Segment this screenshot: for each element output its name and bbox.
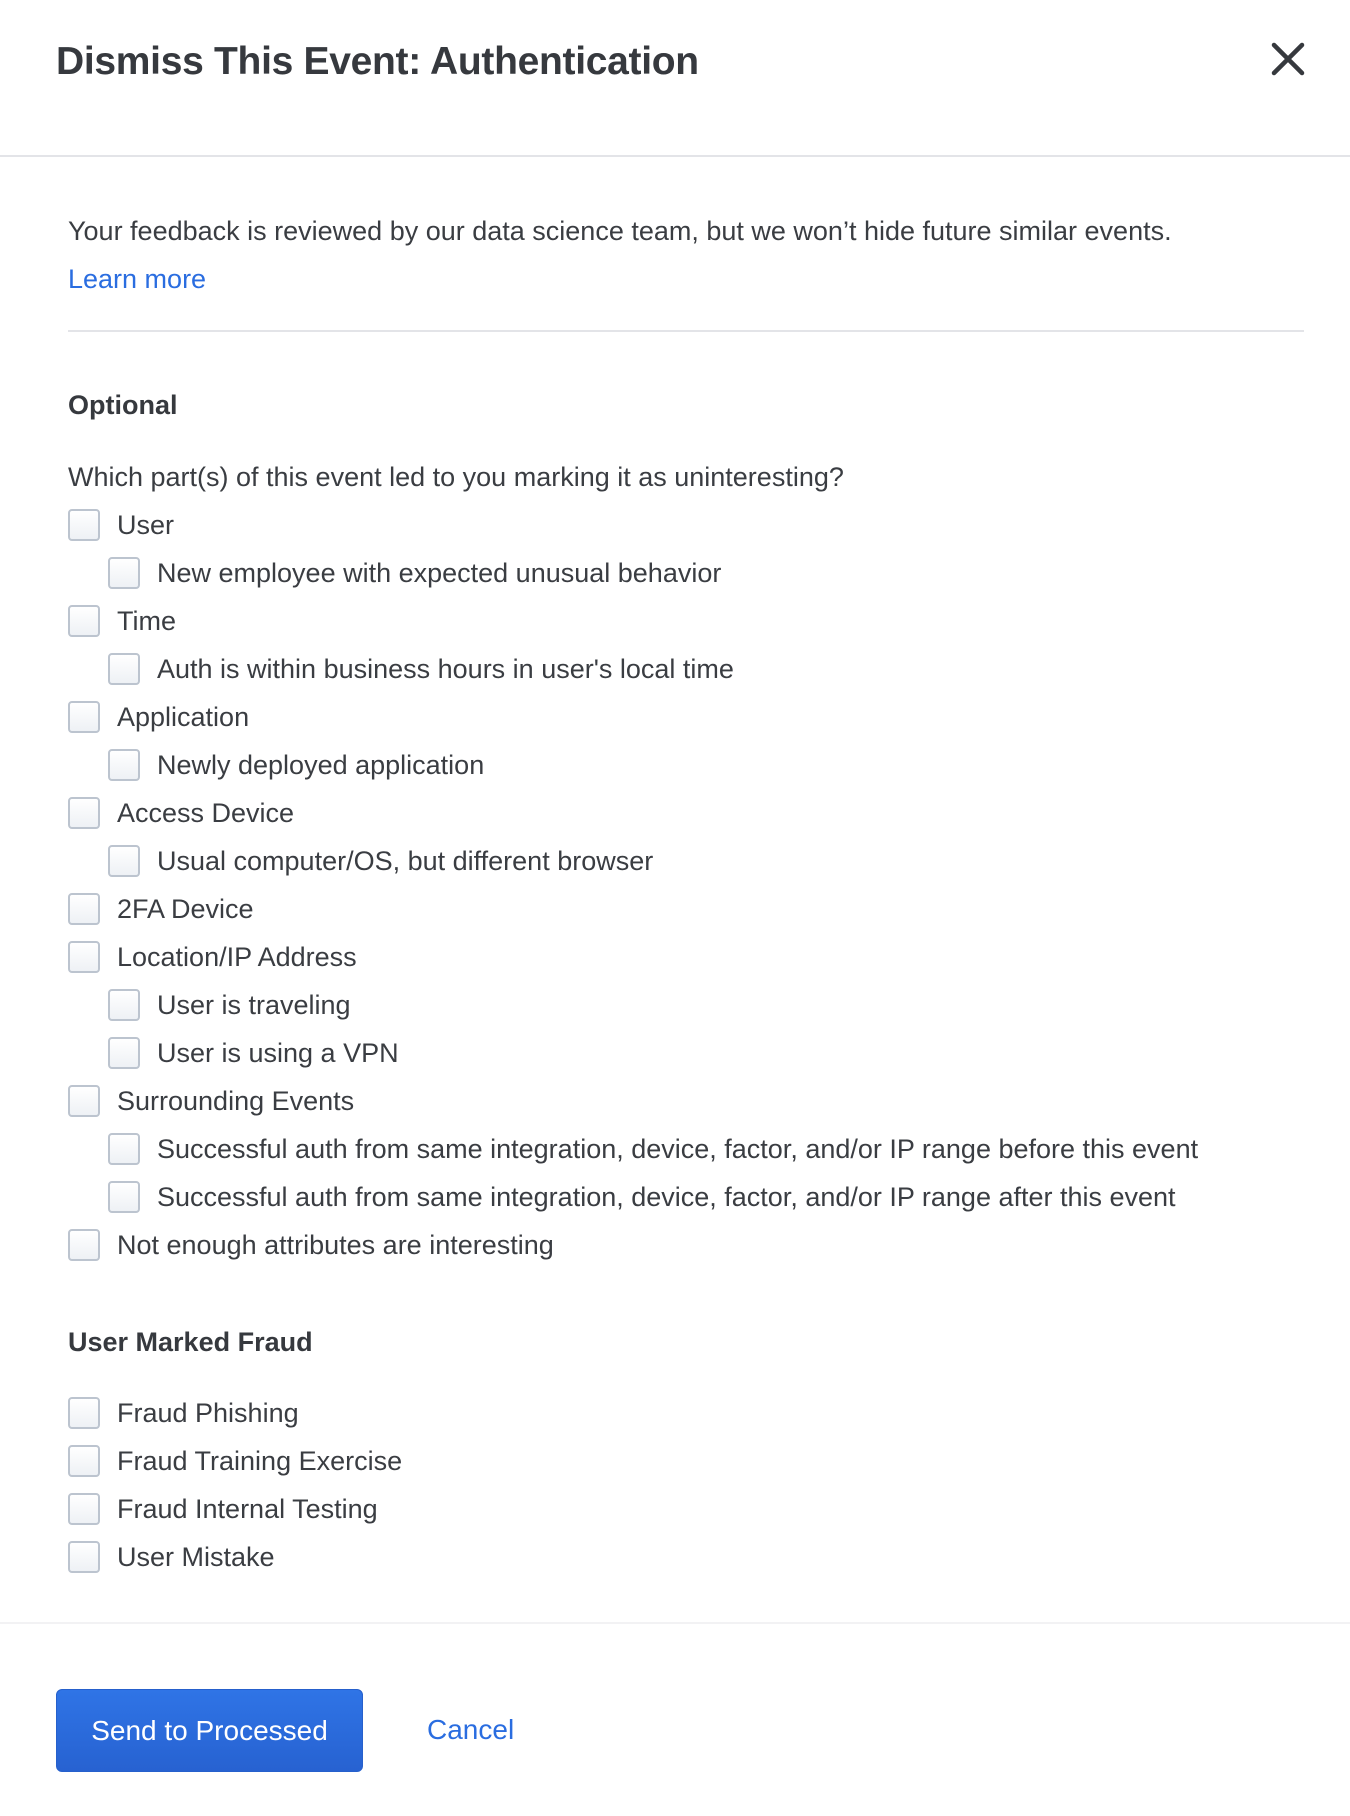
- option-label: Fraud Training Exercise: [117, 1446, 403, 1476]
- checkbox-option-fraud-phishing[interactable]: [68, 1397, 1318, 1445]
- option-label: Fraud Phishing: [117, 1398, 299, 1428]
- checkbox[interactable]: [108, 1037, 140, 1069]
- checkbox[interactable]: [108, 989, 140, 1021]
- checkbox-option-fraud-internal-testing[interactable]: [68, 1493, 1318, 1541]
- checkbox[interactable]: [108, 653, 140, 685]
- checkbox[interactable]: [108, 749, 140, 781]
- close-icon: [1266, 37, 1310, 81]
- dialog-header: [0, 0, 1350, 157]
- option-label: New employee with expected unusual behavior: [157, 558, 722, 588]
- checkbox-option-access-device[interactable]: [68, 797, 1318, 845]
- checkbox[interactable]: [68, 1445, 100, 1477]
- user-marked-fraud-heading: User Marked Fraud: [68, 1327, 313, 1357]
- checkbox-option-2fa-device[interactable]: [68, 893, 1318, 941]
- footer-divider: [0, 1622, 1350, 1624]
- optional-checkbox-list: [68, 509, 1318, 1277]
- learn-more-link[interactable]: Learn more: [68, 264, 207, 294]
- checkbox-option-auth-after[interactable]: [68, 1181, 1318, 1229]
- option-label: Fraud Internal Testing: [117, 1494, 378, 1524]
- checkbox-option-user-mistake[interactable]: [68, 1541, 1318, 1589]
- dialog-title: Dismiss This Event: Authentication: [56, 40, 699, 83]
- option-label: Application: [117, 702, 250, 732]
- fraud-checkbox-list: [68, 1397, 1318, 1589]
- checkbox[interactable]: [108, 1181, 140, 1213]
- checkbox-option-business-hours[interactable]: [68, 653, 1318, 701]
- optional-heading: Optional: [68, 390, 178, 420]
- checkbox[interactable]: [68, 1397, 100, 1429]
- checkbox[interactable]: [68, 605, 100, 637]
- checkbox-option-user[interactable]: [68, 509, 1318, 557]
- option-label: 2FA Device: [117, 894, 254, 924]
- checkbox-option-surrounding-events[interactable]: [68, 1085, 1318, 1133]
- option-label: Location/IP Address: [117, 942, 357, 972]
- option-label: Usual computer/OS, but different browser: [157, 846, 654, 876]
- checkbox[interactable]: [68, 941, 100, 973]
- checkbox[interactable]: [68, 701, 100, 733]
- checkbox[interactable]: [68, 1085, 100, 1117]
- option-label: User Mistake: [117, 1542, 275, 1572]
- checkbox[interactable]: [68, 893, 100, 925]
- checkbox-option-application[interactable]: [68, 701, 1318, 749]
- checkbox-option-traveling[interactable]: [68, 989, 1318, 1037]
- checkbox-option-newly-deployed[interactable]: [68, 749, 1318, 797]
- checkbox[interactable]: [108, 1133, 140, 1165]
- close-button[interactable]: [1266, 37, 1310, 81]
- question-text: Which part(s) of this event led to you marking it as uninteresting?: [68, 462, 844, 492]
- checkbox[interactable]: [108, 845, 140, 877]
- send-to-processed-button[interactable]: Send to Processed: [56, 1689, 363, 1772]
- option-label: User is traveling: [157, 990, 351, 1020]
- description-text: Your feedback is reviewed by our data science team, but we won’t hide future similar events.: [68, 216, 1172, 246]
- checkbox-option-fraud-training[interactable]: [68, 1445, 1318, 1493]
- option-label: Successful auth from same integration, device, factor, and/or IP range after this event: [157, 1182, 1176, 1212]
- option-label: Newly deployed application: [157, 750, 485, 780]
- option-label: Auth is within business hours in user's local time: [157, 654, 734, 684]
- checkbox-option-not-enough-attributes[interactable]: [68, 1229, 1318, 1277]
- option-label: Access Device: [117, 798, 295, 828]
- checkbox[interactable]: [68, 1541, 100, 1573]
- checkbox[interactable]: [68, 797, 100, 829]
- checkbox[interactable]: [68, 1493, 100, 1525]
- checkbox-option-location-ip[interactable]: [68, 941, 1318, 989]
- checkbox[interactable]: [68, 509, 100, 541]
- checkbox-option-auth-before[interactable]: [68, 1133, 1318, 1181]
- option-label: Surrounding Events: [117, 1086, 355, 1116]
- option-label: Successful auth from same integration, device, factor, and/or IP range before this event: [157, 1134, 1199, 1164]
- checkbox-option-vpn[interactable]: [68, 1037, 1318, 1085]
- checkbox-option-different-browser[interactable]: [68, 845, 1318, 893]
- checkbox[interactable]: [108, 557, 140, 589]
- option-label: User is using a VPN: [157, 1038, 399, 1068]
- section-divider: [68, 330, 1304, 332]
- checkbox-option-new-employee[interactable]: [68, 557, 1318, 605]
- checkbox[interactable]: [68, 1229, 100, 1261]
- cancel-button[interactable]: Cancel: [427, 1714, 515, 1745]
- checkbox-option-time[interactable]: [68, 605, 1318, 653]
- option-label: User: [117, 510, 175, 540]
- option-label: Time: [117, 606, 176, 636]
- option-label: Not enough attributes are interesting: [117, 1230, 554, 1260]
